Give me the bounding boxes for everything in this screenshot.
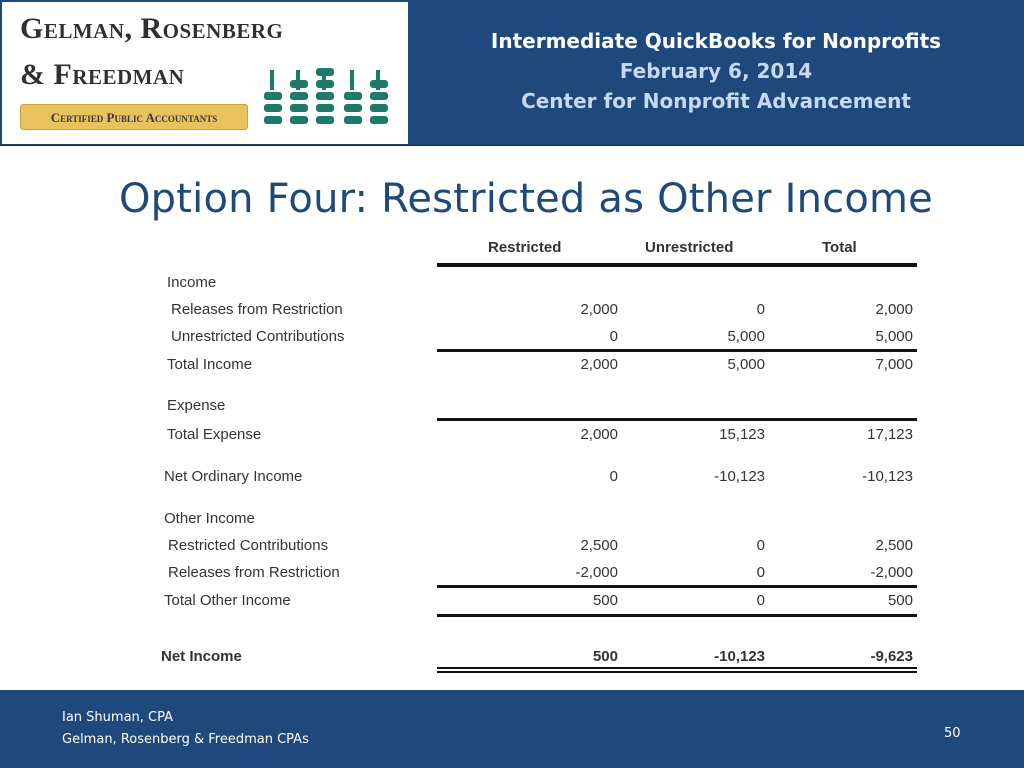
cell-unrestricted: 0 xyxy=(756,537,765,554)
row-label-expense: Expense xyxy=(167,397,226,414)
slide-number: 50 xyxy=(944,726,961,741)
row-label-total-income: Total Income xyxy=(167,356,253,373)
footer-presenter: Ian Shuman, CPA xyxy=(62,710,174,725)
cell-total: 500 xyxy=(887,592,913,609)
cell-total: 7,000 xyxy=(875,356,913,373)
cell-unrestricted: 15,123 xyxy=(719,426,765,443)
logo-band-text: Certified Public Accountants xyxy=(50,110,218,125)
cell-restricted: 2,000 xyxy=(580,356,618,373)
row-label-releases-other: Releases from Restriction xyxy=(168,564,340,581)
cell-unrestricted: 0 xyxy=(756,592,765,609)
cell-total: -2,000 xyxy=(870,564,913,581)
header-rule xyxy=(437,263,917,267)
row-label-restricted-contrib: Restricted Contributions xyxy=(168,537,329,554)
cell-unrestricted: -10,123 xyxy=(714,468,765,485)
col-header-restricted: Restricted xyxy=(488,239,562,256)
cell-total: 5,000 xyxy=(875,328,913,345)
footer-firm: Gelman, Rosenberg & Freedman CPAs xyxy=(62,732,309,747)
cell-restricted: 0 xyxy=(609,328,618,345)
total-other-income-rule xyxy=(437,585,917,588)
row-label-income: Income xyxy=(167,274,217,291)
footer-bar xyxy=(0,690,1024,768)
cell-total: 2,500 xyxy=(875,537,913,554)
col-header-total: Total xyxy=(822,239,857,256)
cell-unrestricted: 0 xyxy=(756,301,765,318)
logo-line2: & Freedman xyxy=(20,58,185,91)
course-venue: Center for Nonprofit Advancement xyxy=(521,89,911,113)
row-label-total-other-income: Total Other Income xyxy=(164,592,291,609)
row-label-other-income: Other Income xyxy=(164,510,255,527)
col-header-unrestricted: Unrestricted xyxy=(645,239,734,256)
cell-total: 2,000 xyxy=(875,301,913,318)
post-other-income-rule xyxy=(437,614,917,617)
cell-unrestricted: 0 xyxy=(756,564,765,581)
course-title: Intermediate QuickBooks for Nonprofits xyxy=(490,29,942,53)
slide-title: Option Four: Restricted as Other Income xyxy=(119,176,933,222)
cell-restricted: 500 xyxy=(592,592,618,609)
cell-restricted: 2,500 xyxy=(580,537,618,554)
course-date: February 6, 2014 xyxy=(619,59,813,83)
row-label-net-income: Net Income xyxy=(161,648,242,665)
logo-line1: Gelman, Rosenberg xyxy=(20,12,284,45)
cell-total: 17,123 xyxy=(867,426,913,443)
cell-unrestricted: 5,000 xyxy=(727,356,765,373)
net-income-double-rule-bottom xyxy=(437,671,917,673)
total-expense-rule xyxy=(437,418,917,421)
cell-restricted: 2,000 xyxy=(580,301,618,318)
cell-unrestricted: -10,123 xyxy=(714,648,765,665)
row-label-net-ordinary: Net Ordinary Income xyxy=(164,468,303,485)
cell-unrestricted: 5,000 xyxy=(727,328,765,345)
row-label-total-expense: Total Expense xyxy=(167,426,262,443)
cell-total: -10,123 xyxy=(862,468,913,485)
net-income-double-rule-top xyxy=(437,667,917,669)
row-label-unrestricted-contrib: Unrestricted Contributions xyxy=(171,328,345,345)
cell-restricted: 0 xyxy=(609,468,618,485)
row-label-releases-income: Releases from Restriction xyxy=(171,301,343,318)
cell-total: -9,623 xyxy=(870,648,913,665)
cell-restricted: 2,000 xyxy=(580,426,618,443)
cell-restricted: 500 xyxy=(592,648,618,665)
total-income-rule xyxy=(437,349,917,352)
cell-restricted: -2,000 xyxy=(575,564,618,581)
